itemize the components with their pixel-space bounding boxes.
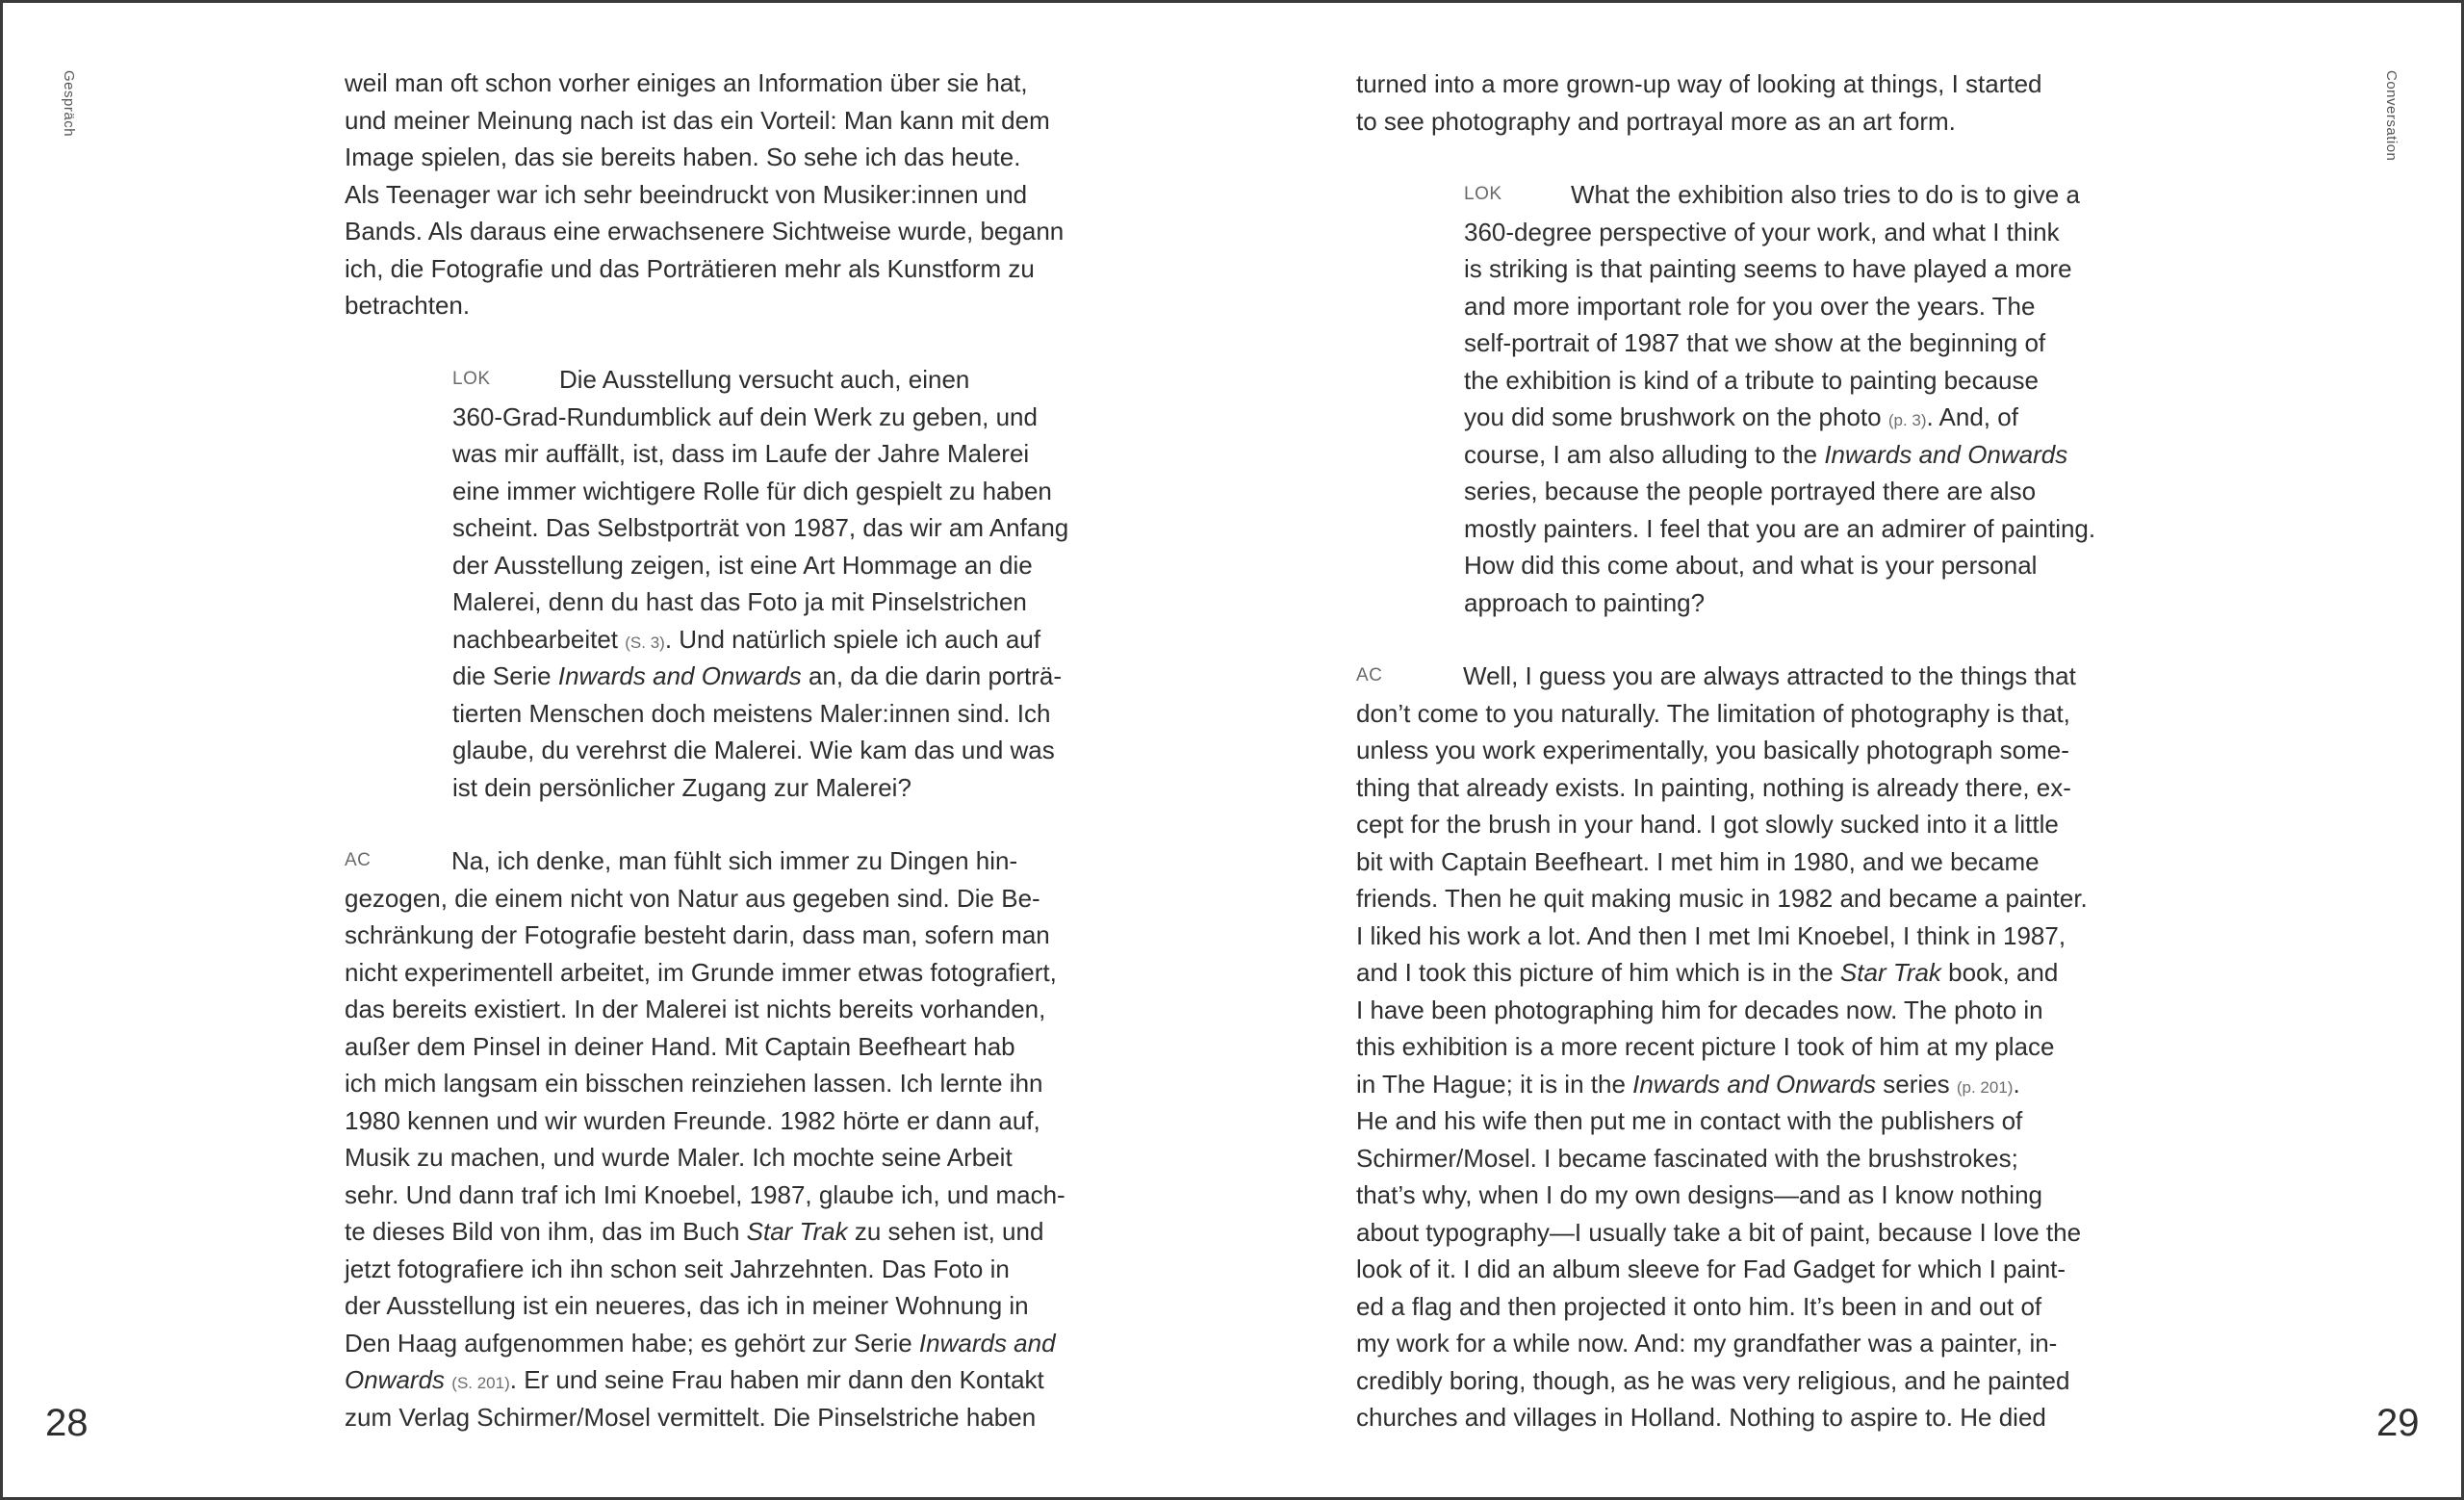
italic-title: Star Trak: [746, 1217, 848, 1246]
text-line: [1464, 362, 2095, 400]
text-line: [345, 102, 1064, 140]
text-line: [1356, 843, 2088, 881]
text-line: [452, 658, 1068, 695]
text-run: scheint. Das Selbstporträt von 1987, das wir am Anfang: [452, 513, 1069, 542]
text-line: [452, 547, 1068, 584]
text-line: [1356, 1102, 2088, 1140]
text-line: [1464, 473, 2095, 510]
text-run: What the exhibition also tries to do is to give a: [1571, 180, 2080, 209]
text-run: mostly painters. I feel that you are an admirer of painting.: [1464, 513, 2096, 543]
text-line: [452, 399, 1068, 436]
text-run: to see photography and portrayal more as an art form.: [1356, 106, 1956, 136]
paragraph-answer: [345, 842, 1065, 1435]
text-line: [1356, 769, 2088, 807]
text-run: look of it. I did an album sleeve for Fad Gadget for which I paint-: [1356, 1254, 2066, 1283]
text-line: [452, 509, 1068, 547]
text-run: Image spielen, das sie bereits haben. So sehe ich das heute.: [345, 142, 1021, 171]
text-line: [345, 65, 1064, 102]
right-page: [1235, 3, 2464, 1497]
text-line: [1464, 214, 2095, 251]
text-line: [1356, 806, 2088, 843]
text-run: friends. Then he quit making music in 1982 and became a painter.: [1356, 884, 2088, 913]
text-run: Musik zu machen, und wurde Maler. Ich mochte seine Arbeit: [345, 1143, 1013, 1172]
text-run: Well, I guess you are always attracted to the things that: [1463, 661, 2076, 690]
text-run: bit with Captain Beefheart. I met him in 1980, and we became: [1356, 846, 2040, 876]
text-line: [1464, 250, 2095, 288]
italic-title: Inwards and Onwards: [1632, 1069, 1877, 1099]
paragraph-question: [1464, 176, 2095, 621]
text-line: [345, 213, 1064, 250]
text-run: ed a flag and then projected it onto him. It’s been in and out of: [1356, 1291, 2042, 1321]
text-run: außer dem Pinsel in deiner Hand. Mit Captain Beefheart hab: [345, 1031, 1015, 1061]
text-line: [452, 769, 1068, 807]
text-run: churches and villages in Holland. Nothing to aspire to. He died: [1356, 1403, 2046, 1432]
text-run: I have been photographing him for decades now. The photo in: [1356, 995, 2043, 1024]
text-line: [452, 732, 1068, 769]
text-line: [1356, 103, 2042, 141]
text-run: credibly boring, though, as he was very religious, and he painted: [1356, 1365, 2070, 1395]
italic-title: Onwards: [345, 1365, 446, 1394]
text-line: [452, 583, 1068, 621]
text-line: [345, 842, 1065, 880]
text-run: die Serie: [452, 661, 558, 690]
paragraph-question: [452, 361, 1068, 806]
text-line: [345, 176, 1064, 214]
text-line: [345, 880, 1065, 918]
text-run: Die Ausstellung versucht auch, einen: [559, 365, 970, 394]
italic-title: Inwards and Onwards: [1824, 439, 2068, 469]
speaker-label: LOK: [452, 369, 491, 389]
text-run: course, I am also alluding to the: [1464, 439, 1825, 469]
speaker-label: LOK: [1464, 184, 1502, 204]
page-reference: (S. 201): [451, 1374, 510, 1392]
text-line: [1464, 176, 2095, 214]
text-run: der Ausstellung zeigen, ist eine Art Hommage an die: [452, 550, 1033, 580]
text-run: zu sehen ist, und: [847, 1217, 1044, 1246]
text-run: series, because the people portrayed there are also: [1464, 477, 2037, 505]
text-line: [452, 435, 1068, 473]
text-run: . Er und seine Frau haben mir dann den Kontakt: [509, 1365, 1044, 1394]
text-run: that’s why, when I do my own designs—and as I know nothing: [1356, 1180, 2042, 1209]
text-line: [345, 139, 1064, 176]
text-run: you did some brushwork on the photo: [1464, 402, 1888, 431]
text-run: How did this come about, and what is your personal: [1464, 551, 2038, 580]
text-run: und meiner Meinung nach ist das ein Vorteil: Man kann mit dem: [345, 105, 1050, 135]
running-head: Conversation: [2383, 70, 2400, 162]
left-page: [3, 3, 1235, 1497]
page-number: 28: [45, 1402, 89, 1444]
text-line: [1356, 992, 2088, 1029]
text-line: [1464, 324, 2095, 362]
text-run: jetzt fotografiere ich ihn schon seit Jahrzehnten. Das Foto in: [345, 1254, 1010, 1283]
text-line: [452, 473, 1068, 510]
text-run: and more important role for you over the years. The: [1464, 291, 2036, 321]
italic-title: Star Trak: [1839, 958, 1941, 987]
text-run: Na, ich denke, man fühlt sich immer zu Dingen hin-: [451, 846, 1018, 875]
text-run: tierten Menschen doch meistens Maler:innen sind. Ich: [452, 698, 1051, 728]
text-line: [345, 250, 1064, 288]
page-reference: (S. 3): [625, 633, 665, 652]
text-line: [1356, 1399, 2088, 1436]
text-run: my work for a while now. And: my grandfather was a painter, in-: [1356, 1329, 2058, 1358]
speaker-label: AC: [1356, 665, 1383, 685]
text-run: 360-Grad-Rundumblick auf dein Werk zu geben, und: [452, 401, 1038, 431]
text-run: eine immer wichtigere Rolle für dich gespielt zu haben: [452, 476, 1052, 505]
page-reference: (p. 3): [1887, 411, 1927, 429]
text-line: [1356, 1288, 2088, 1326]
text-line: [1356, 918, 2088, 955]
text-run: I liked his work a lot. And then I met Imi Knoebel, I think in 1987,: [1356, 920, 2066, 950]
text-line: [1356, 658, 2088, 695]
text-run: schränkung der Fotografie besteht darin, dass man, sofern man: [345, 920, 1050, 949]
text-run: . And, of: [1926, 402, 2018, 431]
text-run: approach to painting?: [1464, 587, 1706, 617]
text-run: glaube, du verehrst die Malerei. Wie kam das und was: [452, 736, 1055, 764]
text-line: [345, 1287, 1065, 1325]
text-line: [345, 1065, 1065, 1102]
text-run: unless you work experimentally, you basically photograph some-: [1356, 736, 2069, 764]
text-line: [1464, 547, 2095, 584]
text-line: [345, 1139, 1065, 1177]
text-run: ist dein persönlicher Zugang zur Malerei?: [452, 772, 911, 802]
text-run: betrachten.: [345, 291, 471, 320]
text-run: about typography—I usually take a bit of paint, because I love the: [1356, 1217, 2082, 1247]
text-line: [345, 1399, 1065, 1436]
text-run: . Und natürlich spiele ich auch auf: [664, 624, 1041, 654]
text-run: sehr. Und dann traf ich Imi Knoebel, 1987, glaube ich, und mach-: [345, 1179, 1065, 1209]
paragraph-answer: [1356, 658, 2088, 1436]
text-run: series: [1876, 1069, 1957, 1099]
text-line: [1356, 1140, 2088, 1177]
text-run: the exhibition is kind of a tribute to painting because: [1464, 365, 2039, 395]
text-run: gezogen, die einem nicht von Natur aus gegeben sind. Die Be-: [345, 883, 1040, 913]
text-run: thing that already exists. In painting, nothing is already there, ex-: [1356, 772, 2071, 802]
text-line: [345, 1213, 1065, 1251]
paragraph-continuation: [1356, 65, 2042, 140]
text-line: [1464, 510, 2095, 548]
text-line: [345, 1325, 1065, 1362]
text-line: [1356, 732, 2088, 769]
text-run: was mir auffällt, ist, dass im Laufe der Jahre Malerei: [452, 439, 1030, 468]
text-run: cept for the brush in your hand. I got slowly sucked into it a little: [1356, 810, 2059, 839]
text-line: [1464, 288, 2095, 325]
text-line: [452, 621, 1068, 659]
text-line: [345, 1028, 1065, 1066]
page-reference: (p. 201): [1956, 1077, 2014, 1097]
page-number: 29: [2376, 1402, 2420, 1444]
text-run: weil man oft schon vorher einiges an Information über sie hat,: [345, 68, 1028, 97]
text-run: Als Teenager war ich sehr beeindruckt von Musiker:innen und: [345, 179, 1028, 209]
text-run: book, and: [1940, 958, 2059, 987]
text-run: don’t come to you naturally. The limitation of photography is that,: [1356, 698, 2070, 728]
text-line: [452, 361, 1068, 399]
text-line: [1356, 1251, 2088, 1288]
text-run: 1980 kennen und wir wurden Freunde. 1982 hörte er dann auf,: [345, 1105, 1040, 1135]
text-line: [345, 917, 1065, 954]
italic-title: Inwards and Onwards: [557, 661, 802, 690]
text-line: [1464, 399, 2095, 436]
text-run: self-portrait of 1987 that we show at the beginning of: [1464, 328, 2046, 357]
text-line: [1356, 1066, 2088, 1103]
text-line: [1356, 954, 2088, 992]
text-line: [1356, 1214, 2088, 1252]
text-run: zum Verlag Schirmer/Mosel vermittelt. Die Pinselstriche haben: [345, 1402, 1037, 1432]
text-line: [345, 991, 1065, 1028]
text-run: das bereits existiert. In der Malerei ist nichts bereits vorhanden,: [345, 995, 1046, 1023]
text-line: [345, 1102, 1065, 1140]
text-run: in The Hague; it is in the: [1356, 1069, 1633, 1099]
text-line: [345, 287, 1064, 324]
text-run: Schirmer/Mosel. I became fascinated with the brushstrokes;: [1356, 1143, 2018, 1173]
text-line: [1464, 436, 2095, 474]
text-run: .: [2013, 1069, 2020, 1099]
text-run: Malerei, denn du hast das Foto ja mit Pinselstrichen: [452, 587, 1027, 616]
text-run: ich, die Fotografie und das Porträtieren mehr als Kunstform zu: [345, 253, 1035, 283]
running-head: Gespräch: [61, 70, 77, 138]
text-line: [1356, 695, 2088, 733]
text-line: [345, 1177, 1065, 1214]
text-run: and I took this picture of him which is in the: [1356, 958, 1840, 987]
text-run: ich mich langsam ein bisschen reinziehen lassen. Ich lernte ihn: [345, 1069, 1043, 1098]
text-line: [345, 1251, 1065, 1288]
text-run: is striking is that painting seems to have played a more: [1464, 254, 2072, 283]
text-line: [1356, 1177, 2088, 1214]
text-line: [1356, 1325, 2088, 1362]
text-line: [1356, 1028, 2088, 1066]
text-line: [1464, 584, 2095, 622]
text-run: nachbearbeitet: [452, 624, 626, 654]
text-run: an, da die darin porträ-: [801, 661, 1063, 690]
text-line: [345, 954, 1065, 992]
italic-title: Inwards and: [918, 1328, 1056, 1358]
text-line: [1356, 1362, 2088, 1400]
text-run: nicht experimentell arbeitet, im Grunde immer etwas fotografiert,: [345, 957, 1057, 987]
text-run: der Ausstellung ist ein neueres, das ich in meiner Wohnung in: [345, 1291, 1029, 1320]
text-run: te dieses Bild von ihm, das im Buch: [345, 1217, 747, 1246]
text-run: 360-degree perspective of your work, and what I think: [1464, 217, 2060, 246]
text-run: turned into a more grown-up way of looking at things, I started: [1356, 69, 2042, 98]
text-line: [345, 1361, 1065, 1399]
text-run: this exhibition is a more recent picture I took of him at my place: [1356, 1032, 2055, 1061]
text-run: Bands. Als daraus eine erwachsenere Sichtweise wurde, begann: [345, 217, 1065, 246]
text-line: [452, 695, 1068, 733]
speaker-label: AC: [345, 850, 372, 870]
text-line: [1356, 880, 2088, 918]
text-line: [1356, 65, 2042, 103]
paragraph-continuation: [345, 65, 1064, 324]
text-run: He and his wife then put me in contact with the publishers of: [1356, 1106, 2023, 1135]
text-run: Den Haag aufgenommen habe; es gehört zur Serie: [345, 1328, 919, 1358]
